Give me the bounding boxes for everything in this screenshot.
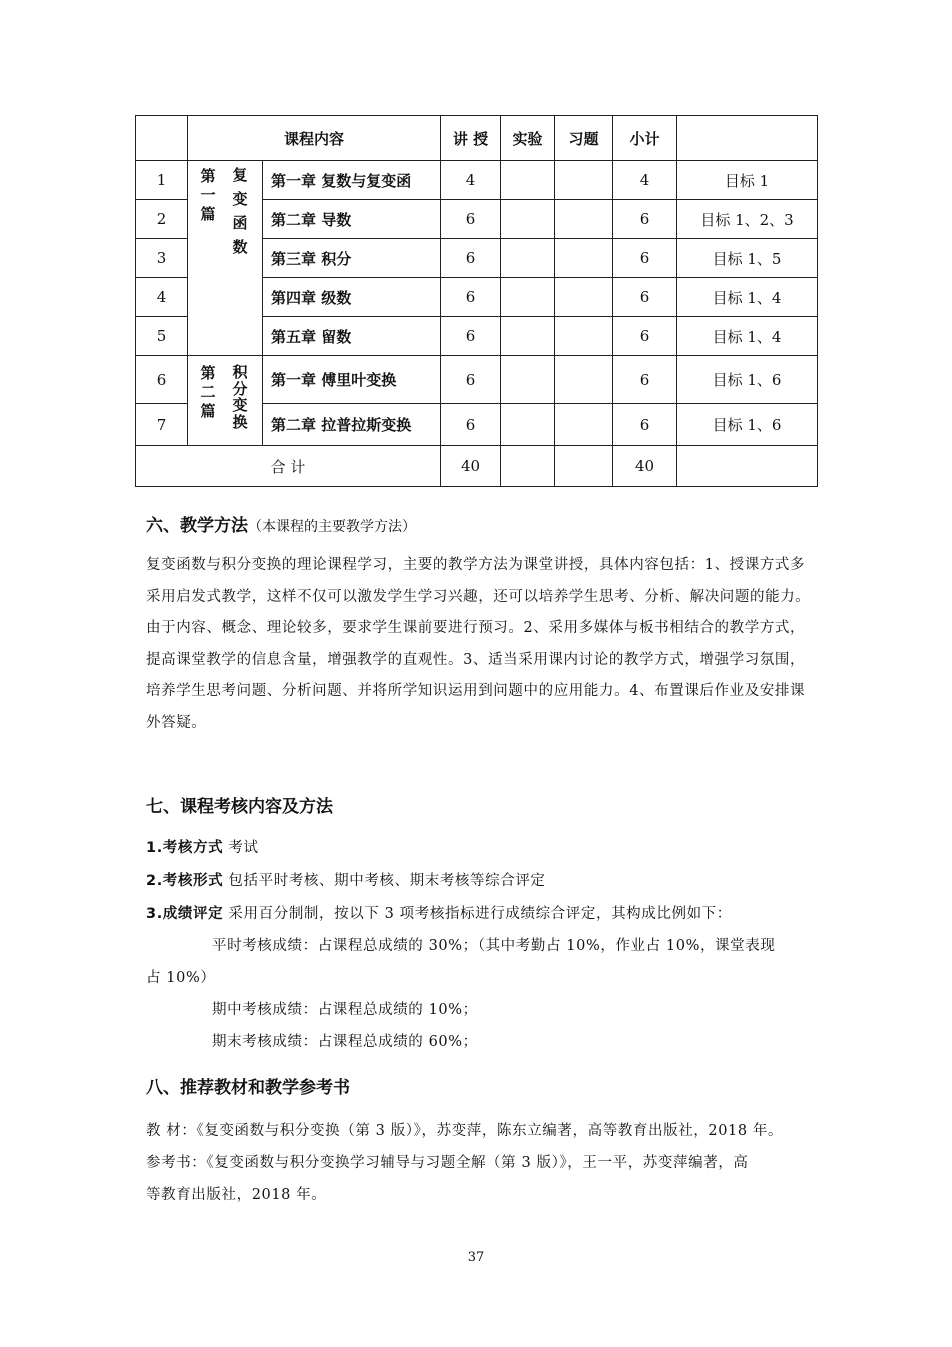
subtotal-hours: 6 [613,404,677,446]
lab-hours [501,356,555,404]
lab-hours [501,278,555,317]
subtotal-hours: 6 [613,278,677,317]
header-exercise: 习题 [555,116,613,161]
total-lab-hours [501,446,555,487]
assessment-method-label: 1.考核方式 [146,840,224,856]
header-lecture: 讲 授 [441,116,501,161]
subtotal-hours: 6 [613,356,677,404]
final-score-line: 期末考核成绩：占课程总成绩的 60%； [212,1034,478,1050]
exercise-hours [555,356,613,404]
chapter-name: 第一章 傅里叶变换 [263,356,441,404]
chapter-name: 第二章 导数 [263,200,441,239]
total-target [677,446,818,487]
assessment-form [146,869,546,890]
exercise-hours [555,404,613,446]
section-six-title: 六、教学方法 [146,516,248,536]
part-one-cell [188,161,263,356]
lab-hours [501,239,555,278]
lecture-hours: 6 [441,404,501,446]
course-target: 目标 1、2、3 [677,200,818,239]
textbook-line: 教 材：《复变函数与积分变换（第 3 版）》，苏变萍，陈东立编著，高等教育出版社，2018 年。 [146,1123,784,1139]
header-blank-cell [136,116,188,161]
part-one-topic: 复变函数 [232,166,248,256]
row-number: 7 [136,404,188,446]
reference-book-line-cont: 等教育出版社，2018 年。 [146,1187,327,1203]
row-number: 3 [136,239,188,278]
header-target [677,116,818,161]
table-row [136,161,818,200]
total-lecture-hours: 40 [441,446,501,487]
exercise-hours [555,317,613,356]
exercise-hours [555,200,613,239]
part-two-name: 第二篇 [200,364,216,420]
subtotal-hours: 4 [613,161,677,200]
grade-evaluation [146,902,732,923]
assessment-method [146,836,259,857]
lecture-hours: 6 [441,200,501,239]
lecture-hours: 6 [441,356,501,404]
header-content: 课程内容 [188,116,441,161]
total-label: 合 计 [136,446,441,487]
total-exercise-hours [555,446,613,487]
header-lab: 实验 [501,116,555,161]
section-six-body: 复变函数与积分变换的理论课程学习，主要的教学方法为课堂讲授，具体内容包括：1、授课方式多采用启发式教学，这样不仅可以激发学生学习兴趣，还可以培养学生思考、分析、解决问题的能力。由于内容、概念、理论较多，要求学生课前要进行预习。2、采用多媒体与板书相结合的教学方式，提高课堂教学的信息含量，增强教学的直观性。3、适当采用课内讨论的教学方式，增强学习氛围，培养学生思考问题、分析问题、并将所学知识运用到问题中的应用能力。4、布置课后作业及安排课外答疑。 [146,557,811,731]
course-target: 目标 1、4 [677,278,818,317]
lab-hours [501,317,555,356]
chapter-name: 第一章 复数与复变函 [263,161,441,200]
course-target: 目标 1 [677,161,818,200]
exercise-hours [555,239,613,278]
chapter-name: 第五章 留数 [263,317,441,356]
table-row [136,356,818,404]
course-target: 目标 1、5 [677,239,818,278]
table-header-row [136,116,818,161]
lecture-hours: 4 [441,161,501,200]
reference-book-line: 参考书：《复变函数与积分变换学习辅导与习题全解（第 3 版）》，王一平，苏变萍编著，高 [146,1155,749,1171]
course-target: 目标 1、6 [677,356,818,404]
lecture-hours: 6 [441,317,501,356]
grade-evaluation-label: 3.成绩评定 [146,906,224,922]
chapter-name: 第四章 级数 [263,278,441,317]
row-number: 5 [136,317,188,356]
table-total-row [136,446,818,487]
lecture-hours: 6 [441,239,501,278]
page-number: 37 [467,1250,485,1265]
lab-hours [501,404,555,446]
regular-score-line: 平时考核成绩：占课程总成绩的 30%；（其中考勤占 10%，作业占 10%，课堂表现 [212,938,776,954]
assessment-form-text: 包括平时考核、期中考核、期末考核等综合评定 [228,873,546,889]
part-one-name: 第一篇 [200,167,216,223]
lecture-hours: 6 [441,278,501,317]
course-target: 目标 1、4 [677,317,818,356]
exercise-hours [555,161,613,200]
header-subtotal: 小计 [613,116,677,161]
assessment-method-text: 考试 [228,840,259,856]
section-seven-title: 七、课程考核内容及方法 [146,797,333,817]
row-number: 6 [136,356,188,404]
total-subtotal-hours: 40 [613,446,677,487]
row-number: 4 [136,278,188,317]
subtotal-hours: 6 [613,200,677,239]
section-eight-title: 八、推荐教材和教学参考书 [146,1078,350,1098]
grade-evaluation-text: 采用百分制制，按以下 3 项考核指标进行成绩综合评定，其构成比例如下： [228,906,732,922]
part-two-topic: 积分变换 [232,363,248,431]
lab-hours [501,200,555,239]
row-number: 2 [136,200,188,239]
course-hours-table [135,115,818,487]
section-six-note: （本课程的主要教学方法） [248,519,416,535]
exercise-hours [555,278,613,317]
course-target: 目标 1、6 [677,404,818,446]
midterm-score-line: 期中考核成绩：占课程总成绩的 10%； [212,1002,478,1018]
regular-score-line-cont: 占 10%） [146,970,216,986]
chapter-name: 第二章 拉普拉斯变换 [263,404,441,446]
row-number: 1 [136,161,188,200]
part-two-cell [188,356,263,446]
section-six-heading [146,511,416,536]
chapter-name: 第三章 积分 [263,239,441,278]
assessment-form-label: 2.考核形式 [146,873,224,889]
subtotal-hours: 6 [613,317,677,356]
lab-hours [501,161,555,200]
subtotal-hours: 6 [613,239,677,278]
